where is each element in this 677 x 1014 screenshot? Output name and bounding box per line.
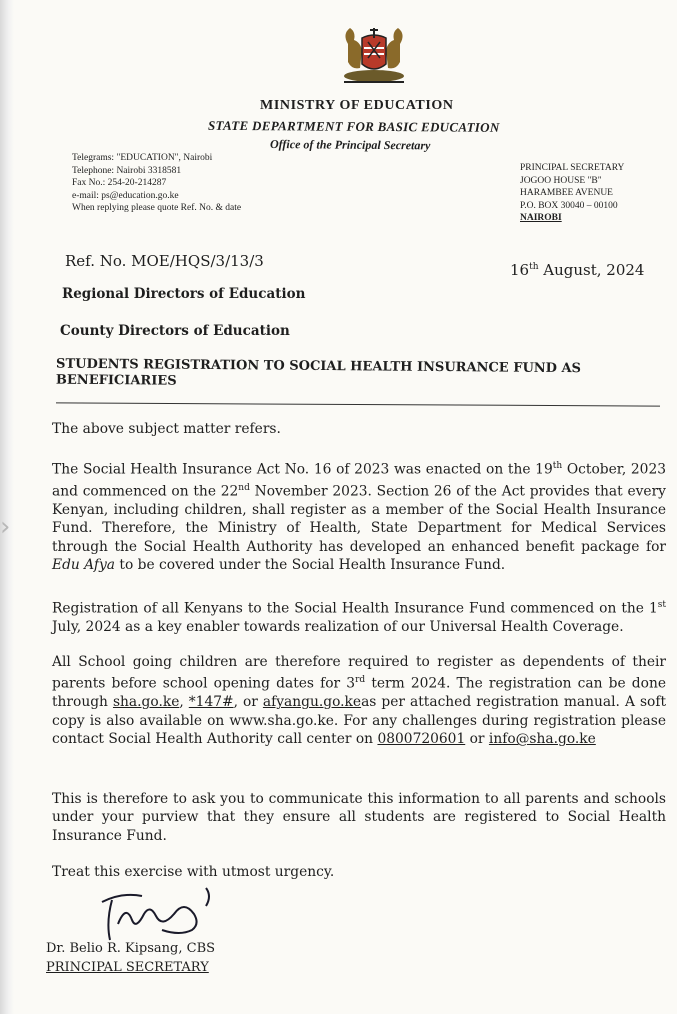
paragraph-urgency: Treat this exercise with utmost urgency. <box>52 864 335 880</box>
paragraph-instructions: All School going children are therefore required to register as dependents of their parents before school opening dates for 3rd term 2024. The registration can be done through sha.go.ke, *147#, or afyangu.go.keas per attached registration manual. A soft copy is also available on www.sha.go.ke. For any challenges during registration please contact Social Health Authority call center on 0800720601 or info@sha.go.ke <box>52 654 667 748</box>
coat-of-arms-logo <box>334 24 414 88</box>
link-ussd[interactable]: *147# <box>188 694 234 711</box>
signatory-name: Dr. Belio R. Kipsang, CBS <box>46 941 216 956</box>
ministry-title: MINISTRY OF EDUCATION <box>260 98 454 113</box>
office-title: Office of the Principal Secretary <box>269 137 431 153</box>
address-line: PRINCIPAL SECRETARY <box>520 163 625 173</box>
address-line: JOGOO HOUSE "B" <box>520 175 602 186</box>
reference-number: Ref. No. MOE/HQS/3/13/3 <box>65 252 264 270</box>
subject-divider <box>56 402 660 406</box>
chevron-right-icon[interactable]: › <box>0 512 11 542</box>
signatory-title: PRINCIPAL SECRETARY <box>46 960 209 975</box>
paragraph-act: The Social Health Insurance Act No. 16 of 2023 was enacted on the 19th October, 2023 and commenced on the 22nd November 2023. Section 26 of the Act provides that every Kenyan, including children, shall register as a member of the Social Health Insurance Fund. Therefore, the Ministry of Health, State Department for Medical Services through the Social Health Authority has developed an enhanced benefit package for Edu Afya to be covered under the Social Health Insurance Fund. <box>52 461 667 574</box>
paragraph-request: This is therefore to ask you to communicate this information to all parents and schools under your purview that they ensure all students are registered to Social Health Insurance Fund. <box>52 791 666 844</box>
contact-line: Fax No.: 254-20-214287 <box>72 178 167 188</box>
email-link[interactable]: info@sha.go.ke <box>488 731 596 748</box>
contact-line: When replying please quote Ref. No. & date <box>72 203 242 213</box>
letter-date: 16th August, 2024 <box>510 261 645 279</box>
recipient-county: County Directors of Education <box>60 323 290 339</box>
contact-line: Telegrams: "EDUCATION", Nairobi <box>72 153 213 163</box>
signature <box>88 884 238 948</box>
link-afyangu[interactable]: afyangu.go.ke <box>262 694 362 711</box>
paragraph-registration: Registration of all Kenyans to the Social Health Insurance Fund commenced on the 1st July, 2024 as a key enabler towards realization of our Universal Health Coverage. <box>52 600 666 635</box>
address-city: NAIROBI <box>520 213 562 223</box>
contact-block <box>72 152 332 215</box>
recipient-regional: Regional Directors of Education <box>62 286 306 302</box>
address-block <box>520 162 670 225</box>
subject-heading: STUDENTS REGISTRATION TO SOCIAL HEALTH INSURANCE FUND AS BENEFICIARIES <box>55 356 582 389</box>
address-line: HARAMBEE AVENUE <box>520 188 613 198</box>
link-sha[interactable]: sha.go.ke <box>112 694 180 711</box>
department-title: STATE DEPARTMENT FOR BASIC EDUCATION <box>207 117 500 135</box>
contact-line: e-mail: ps@education.go.ke <box>72 190 179 201</box>
address-line: P.O. BOX 30040 – 00100 <box>520 200 618 211</box>
contact-line: Telephone: Nairobi 3318581 <box>72 165 182 176</box>
paragraph-intro: The above subject matter refers. <box>52 421 281 437</box>
phone-link[interactable]: 0800720601 <box>377 731 466 748</box>
